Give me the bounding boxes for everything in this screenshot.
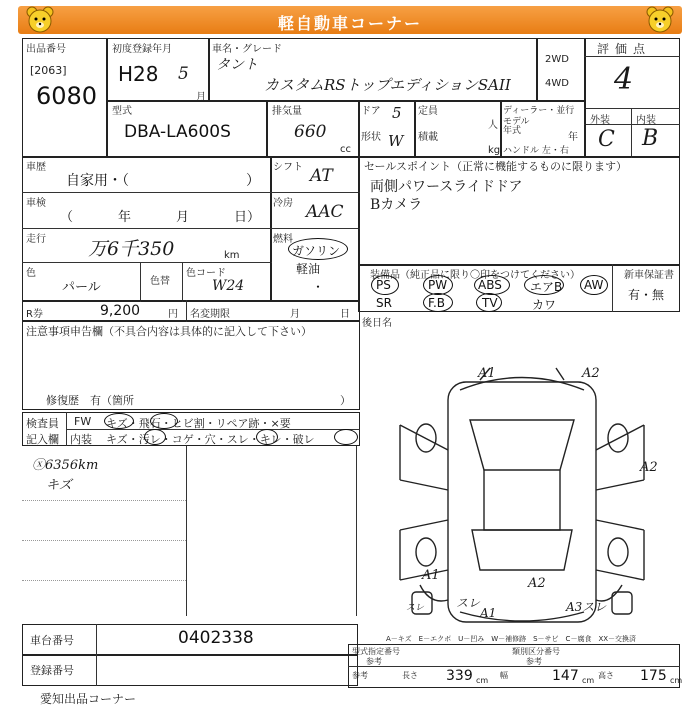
chassis-label: 車台番号 [30, 634, 74, 647]
selling-points-label: セールスポイント（正常に機能するものに限ります） [364, 160, 628, 173]
first-reg-month-unit: 月 [196, 92, 206, 103]
shaken-label: 車検 [26, 198, 46, 209]
car-name-label: 車名・グレード [212, 44, 282, 55]
shift-value: AT [310, 166, 333, 186]
drive-4wd: 4WD [545, 78, 569, 89]
displacement-label: 排気量 [272, 106, 302, 117]
first-reg-label: 初度登録年月 [112, 44, 172, 55]
equipment-label: 装備品（純正品に限り〇印をつけてください） [370, 270, 580, 281]
history-label: 車歴 [26, 162, 46, 173]
height-value: 175 [640, 668, 667, 684]
equip-abs-circle [474, 275, 510, 295]
handle-label: ハンドル 左・右 [503, 146, 569, 156]
damage-mark: A1 [422, 568, 440, 583]
inspection-row-1: キズ・飛石・ヒビ割・リペア跡・×要 [106, 417, 291, 430]
capacity-unit: 人 [488, 120, 498, 131]
insurance-value: 有・無 [628, 288, 665, 302]
lot-label: 出品番号 [26, 44, 66, 55]
shaken-month: 月 [176, 210, 190, 225]
spec-number-label: 型式指定番号 [352, 647, 400, 656]
shaken-open: （ [60, 210, 74, 225]
later-name-label: 後日名 [362, 318, 392, 329]
doors-value: 5 [392, 104, 402, 122]
damage-mark: A2 [528, 576, 546, 591]
inspection-label-1: 検査員 [26, 417, 59, 430]
mileage-value: 万6千350 [88, 238, 175, 260]
exterior-score: C [598, 127, 615, 152]
damage-mark: スレ [406, 603, 425, 613]
lot-number: 6080 [36, 82, 98, 110]
shaken-day: 日） [234, 210, 261, 225]
doors-label: ドア [361, 106, 381, 117]
first-reg-era: H28 [118, 62, 159, 86]
header-title: 軽自動車コーナー [277, 14, 422, 33]
fuel-diesel: 軽油 [296, 262, 321, 276]
inspection-interior: 内装 [70, 433, 92, 446]
mileage-unit: km [224, 250, 240, 261]
load-unit: kg [488, 145, 501, 156]
lot-sub: [2063] [30, 64, 67, 77]
shift-label: シフト [273, 162, 303, 173]
name-change-label: 名変期限 [190, 309, 230, 320]
damage-mark: A3スレ [566, 600, 607, 614]
exterior-label: 外装 [590, 115, 610, 126]
height-unit: cm [670, 676, 683, 685]
score-value: 4 [614, 62, 634, 97]
equip-tv-circle [476, 293, 502, 312]
equip-leather: カワ [532, 298, 557, 312]
fuel-gas-circle [288, 238, 348, 260]
displacement-unit: cc [340, 144, 351, 155]
repair-history: 修復歴 有（箇所 [46, 394, 134, 407]
fuel-gas: ガソリン [292, 244, 341, 258]
damage-mark: A2 [582, 366, 600, 381]
width-unit: cm [582, 676, 595, 685]
aircon-label: 冷房 [273, 198, 293, 209]
damage-mark: A1 [480, 606, 497, 620]
inspection-label-2: 記入欄 [26, 433, 59, 446]
name-change-month: 月 [290, 309, 300, 320]
inspection-row-2: キズ・汚レ・コゲ・穴・スレ・キレ・破レ [106, 433, 315, 446]
equip-aw-circle [580, 275, 608, 295]
car-name: タント [216, 57, 258, 73]
color-value: パール [62, 280, 101, 295]
dealer-label: ディーラー・並行 [503, 106, 575, 116]
length-label: 長さ [402, 671, 418, 680]
handwritten-note-1: ⓧ6356km [32, 458, 99, 473]
interior-score: B [642, 126, 659, 151]
ref-label: 参考 [352, 671, 368, 680]
equip-airbag-circle [524, 275, 564, 295]
score-label: 評価点 [597, 42, 652, 56]
equip-aw: AW [584, 278, 604, 292]
header-banner [18, 6, 682, 34]
damage-mark: A2 [640, 460, 658, 475]
capacity-label: 定員 [418, 106, 438, 117]
repair-close: ） [340, 394, 351, 407]
reg-number-label: 登録番号 [30, 664, 74, 677]
inspection-fw: FW [74, 415, 92, 428]
history-close: ） [246, 173, 260, 189]
fuel-dot: ・ [312, 280, 325, 294]
model-label: 型式 [112, 106, 132, 117]
mileage-label: 走行 [26, 234, 46, 245]
color-code: W24 [212, 278, 245, 294]
shaken-year: 年 [118, 210, 132, 225]
equip-pw-circle [423, 275, 453, 295]
model-year-label: モデル年式 [503, 117, 530, 136]
recycle-value: 9,200 [100, 303, 141, 319]
insurance-label: 新車保証書 [624, 270, 674, 281]
height-label: 高さ [598, 671, 614, 680]
aircon-value: AAC [306, 202, 344, 222]
footer-label: 愛知出品コーナー [40, 692, 137, 706]
shape-label: 形状 [361, 132, 381, 143]
shape-value: W [388, 132, 404, 150]
mark-circle [334, 429, 358, 445]
load-label: 積載 [418, 132, 438, 143]
car-damage-diagram [360, 330, 680, 630]
class-number-label: 類別区分番号 [512, 647, 560, 656]
equip-airbag: エアB [530, 280, 563, 294]
damage-legend: A－キズ E－エクボ U－凹み W－補修跡 S－サビ C－腐食 XX－交換済 [386, 635, 637, 643]
model-value: DBA-LA600S [124, 122, 231, 142]
car-grade: カスタムRSトップエディションSAII [264, 76, 511, 94]
color-code-label: 色コード [186, 268, 226, 279]
equip-ps: PS [376, 278, 391, 292]
chassis-value: 0402338 [178, 628, 254, 648]
damage-mark: スレ [456, 596, 481, 610]
equip-pw: PW [428, 278, 448, 292]
class-ref: 参考 [526, 657, 542, 666]
handwritten-note-2: キズ [46, 478, 72, 493]
history-value: 自家用・（ [66, 173, 129, 189]
mark-circle [256, 429, 278, 445]
mark-circle [144, 429, 166, 445]
drive-box [536, 38, 586, 102]
spec-ref: 参考 [366, 657, 382, 666]
displacement-value: 660 [294, 122, 327, 142]
selling-point-1: 両側パワースライドドア [370, 179, 523, 195]
equip-fb: F.B [428, 296, 446, 310]
equip-tv: TV [482, 296, 498, 310]
color-swap-label: 色替 [150, 276, 170, 287]
drive-2wd: 2WD [545, 54, 569, 65]
interior-label: 内装 [636, 115, 656, 126]
mark-circle [150, 413, 178, 429]
selling-point-2: Bカメラ [370, 197, 423, 213]
equip-fb-circle [423, 293, 453, 312]
model-year-unit: 年 [568, 132, 578, 143]
first-reg-month: 5 [178, 64, 189, 84]
equip-ps-circle [371, 275, 399, 295]
equip-sr: SR [376, 296, 392, 310]
bear-mascot-icon [644, 4, 676, 36]
recycle-unit: 円 [168, 309, 178, 320]
name-change-day: 日 [340, 309, 350, 320]
recycle-label: R券 [26, 309, 43, 320]
mark-circle [104, 413, 134, 429]
width-value: 147 [552, 668, 579, 684]
color-label: 色 [26, 268, 36, 279]
fuel-label: 燃料 [273, 234, 293, 245]
damage-mark: A1 [478, 366, 496, 381]
notes-label: 注意事項申告欄（不具合内容は具体的に記入して下さい） [26, 325, 312, 338]
length-unit: cm [476, 676, 489, 685]
length-value: 339 [446, 668, 473, 684]
width-label: 幅 [500, 671, 508, 680]
equip-abs: ABS [478, 278, 502, 292]
